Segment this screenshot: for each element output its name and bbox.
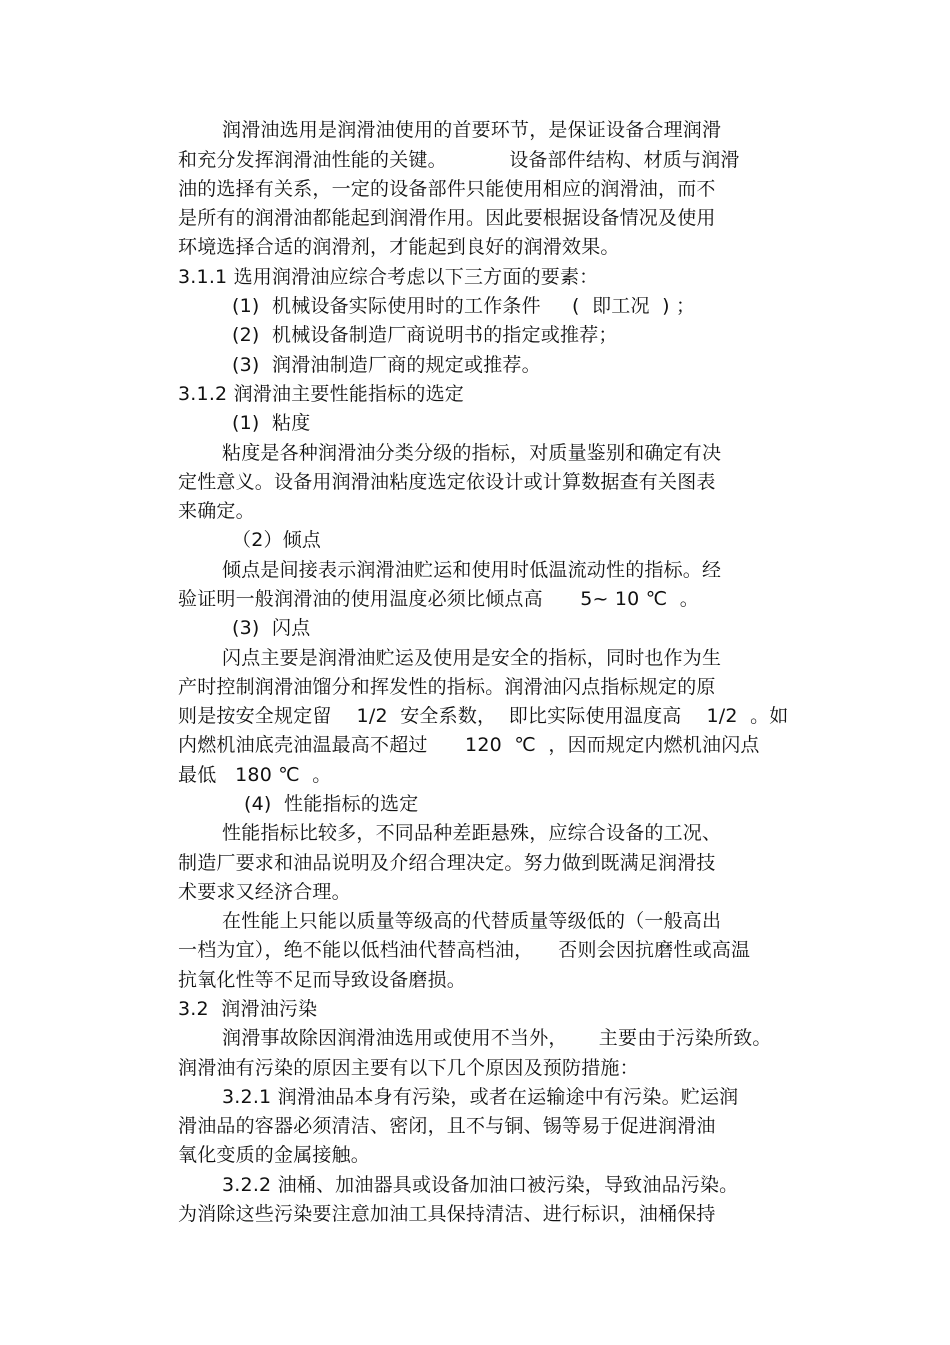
paragraph-line: 最低 180 ℃ 。 <box>178 764 332 786</box>
paragraph-line: 来确定。 <box>178 500 255 522</box>
section-heading: 3.2 润滑油污染 <box>178 998 318 1020</box>
list-item: (2) 机械设备制造厂商说明书的指定或推荐； <box>232 324 618 346</box>
subsection-heading: (1) 粘度 <box>232 412 311 434</box>
paragraph-line: 润滑油有污染的原因主要有以下几个原因及预防措施： <box>178 1057 639 1079</box>
section-heading: 3.1.1 选用润滑油应综合考虑以下三方面的要素： <box>178 266 599 288</box>
paragraph-line: 则是按安全规定留 1/2 安全系数， 即比实际使用温度高 1/2 。如 <box>178 705 789 727</box>
subsection-heading: （2）倾点 <box>232 529 322 551</box>
paragraph-line: 验证明一般润滑油的使用温度必须比倾点高 5~ 10 ℃ 。 <box>178 588 699 610</box>
subsection-heading: (3) 闪点 <box>232 617 311 639</box>
paragraph-line: 一档为宜），绝不能以低档油代替高档油， 否则会因抗磨性或高温 <box>178 939 751 961</box>
paragraph-line: 内燃机油底壳油温最高不超过 120 ℃ ，因而规定内燃机油闪点 <box>178 734 760 756</box>
paragraph-line: 润滑事故除因润滑油选用或使用不当外， 主要由于污染所致。 <box>222 1027 772 1049</box>
paragraph-line: 粘度是各种润滑油分类分级的指标，对质量鉴别和确定有决 <box>222 442 722 464</box>
paragraph-line: 闪点主要是润滑油贮运及使用是安全的指标，同时也作为生 <box>222 647 722 669</box>
paragraph-line: 3.2.1 润滑油品本身有污染，或者在运输途中有污染。贮运润 <box>222 1086 739 1108</box>
paragraph-line: 性能指标比较多，不同品种差距悬殊，应综合设备的工况、 <box>222 822 722 844</box>
list-item: (1) 机械设备实际使用时的工作条件 ( 即工况 ) ； <box>232 295 696 317</box>
paragraph-line: 为消除这些污染要注意加油工具保持清洁、进行标识，油桶保持 <box>178 1203 716 1225</box>
paragraph-line: 抗氧化性等不足而导致设备磨损。 <box>178 969 467 991</box>
paragraph-line: 润滑油选用是润滑油使用的首要环节，是保证设备合理润滑 <box>222 119 722 141</box>
paragraph-line: 倾点是间接表示润滑油贮运和使用时低温流动性的指标。经 <box>222 559 722 581</box>
paragraph-line: 制造厂要求和油品说明及介绍合理决定。努力做到既满足润滑技 <box>178 852 716 874</box>
subsection-heading: (4) 性能指标的选定 <box>244 793 419 815</box>
paragraph-line: 环境选择合适的润滑剂，才能起到良好的润滑效果。 <box>178 236 620 258</box>
paragraph-line: 产时控制润滑油馏分和挥发性的指标。润滑油闪点指标规定的原 <box>178 676 716 698</box>
paragraph-line: 定性意义。设备用润滑油粘度选定依设计或计算数据查有关图表 <box>178 471 716 493</box>
list-item: (3) 润滑油制造厂商的规定或推荐。 <box>232 354 541 376</box>
paragraph-line: 术要求又经济合理。 <box>178 881 351 903</box>
section-heading: 3.1.2 润滑油主要性能指标的选定 <box>178 383 464 405</box>
paragraph-line: 3.2.2 油桶、加油器具或设备加油口被污染，导致油品污染。 <box>222 1174 739 1196</box>
paragraph-line: 氧化变质的金属接触。 <box>178 1144 371 1166</box>
paragraph-line: 在性能上只能以质量等级高的代替质量等级低的（一般高出 <box>222 910 722 932</box>
paragraph-line: 和充分发挥润滑油性能的关键。 设备部件结构、材质与润滑 <box>178 149 740 171</box>
paragraph-line: 滑油品的容器必须清洁、密闭，且不与铜、锡等易于促进润滑油 <box>178 1115 716 1137</box>
paragraph-line: 油的选择有关系，一定的设备部件只能使用相应的润滑油，而不 <box>178 178 716 200</box>
paragraph-line: 是所有的润滑油都能起到润滑作用。因此要根据设备情况及使用 <box>178 207 716 229</box>
